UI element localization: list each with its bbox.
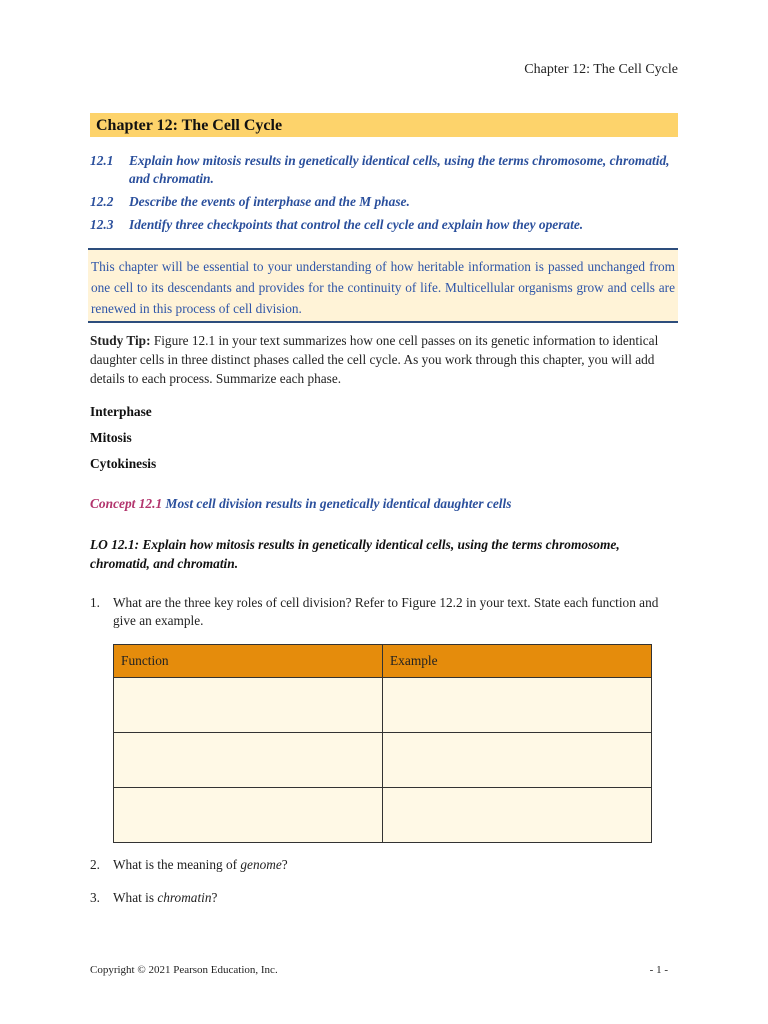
table-header-example: Example [383, 645, 652, 678]
table-cell-example[interactable] [383, 678, 652, 733]
question-1 [90, 594, 665, 630]
study-tip-text: Figure 12.1 in your text summarizes how one cell passes on its genetic information to identical daughter cells in three distinct phases called the cell cycle. As you work through this chapter, you will add details to each process. Summarize each phase. [90, 333, 659, 386]
learning-objective: LO 12.1: Explain how mitosis results in genetically identical cells, using the terms chromosome, chromatid, and chromatin. [90, 537, 620, 571]
question-number: 2. [90, 857, 100, 872]
question-suffix: ? [281, 857, 288, 872]
question-suffix: ? [211, 890, 218, 905]
question-number: 3. [90, 890, 100, 905]
table-row [114, 678, 652, 733]
table-row [114, 788, 652, 843]
table-cell-function[interactable] [114, 788, 383, 843]
table-cell-example[interactable] [383, 733, 652, 788]
concept-heading [90, 496, 511, 512]
objective-text: Identify three checkpoints that control the cell cycle and explain how they operate. [129, 217, 584, 232]
question-text: What are the three key roles of cell division? Refer to Figure 12.2 in your text. State each function and give an example. [113, 595, 659, 628]
question-text [90, 889, 665, 907]
question-prefix: What is the meaning of [113, 857, 241, 872]
objective-text: Explain how mitosis results in genetically identical cells, using the terms chromosome, chromatid, and chromatin. [129, 153, 670, 186]
objective-text: Describe the events of interphase and the M phase. [129, 194, 410, 209]
phase-interphase: Interphase [90, 404, 152, 419]
objective-number: 12.2 [90, 194, 114, 209]
table-cell-function[interactable] [114, 678, 383, 733]
question-text [90, 856, 665, 874]
question-term: chromatin [157, 890, 212, 905]
objective-item [90, 193, 678, 211]
question-prefix: What is [113, 890, 158, 905]
phase-cytokinesis: Cytokinesis [90, 456, 157, 471]
question-2 [90, 856, 665, 874]
function-example-table [113, 644, 652, 843]
table-header-function: Function [114, 645, 383, 678]
phase-mitosis: Mitosis [90, 430, 132, 445]
footer-page-number: - 1 - [649, 964, 668, 976]
objective-item [90, 216, 678, 234]
table-cell-example[interactable] [383, 788, 652, 843]
concept-text: Most cell division results in genetically identical daughter cells [165, 496, 512, 511]
objective-number: 12.3 [90, 217, 114, 232]
chapter-title: Chapter 12: The Cell Cycle [90, 113, 678, 137]
study-tip-label: Study Tip: [90, 333, 151, 348]
concept-label: Concept 12.1 [90, 496, 163, 511]
objective-item [90, 152, 678, 188]
footer-copyright: Copyright © 2021 Pearson Education, Inc. [90, 964, 278, 976]
objective-number: 12.1 [90, 153, 114, 168]
question-3 [90, 889, 665, 907]
table-row [114, 733, 652, 788]
question-term: genome [240, 857, 282, 872]
table-cell-function[interactable] [114, 733, 383, 788]
running-header: Chapter 12: The Cell Cycle [524, 62, 678, 77]
chapter-intro: This chapter will be essential to your understanding of how heritable information is passed unchanged from one cell to its descendants and provides for the continuity of life. Multicellular organisms grow and cells are renewed in this process of cell division. [88, 248, 678, 323]
question-number: 1. [90, 595, 100, 610]
study-tip [90, 331, 678, 388]
learning-objectives-list [90, 152, 678, 239]
